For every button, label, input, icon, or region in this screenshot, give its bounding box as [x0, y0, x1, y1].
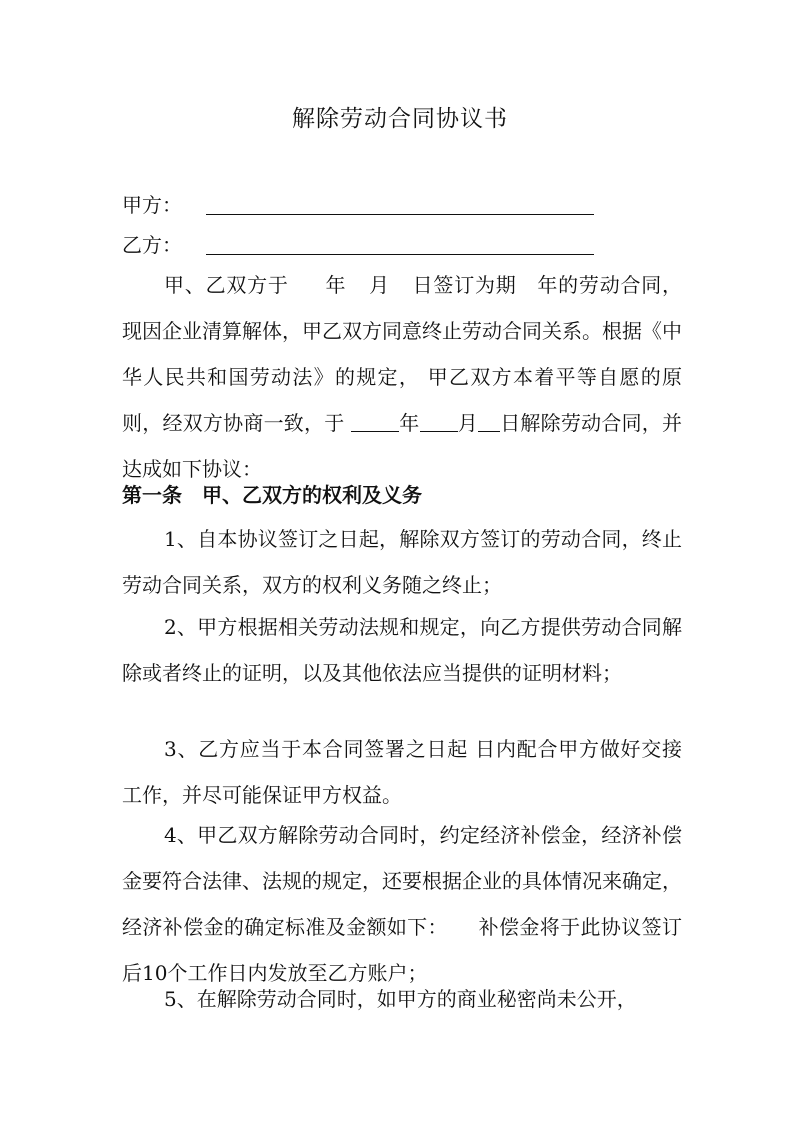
document-title: 解除劳动合同协议书: [292, 106, 508, 132]
item-1: 1、自本协议签订之日起，解除双方签订的劳动合同，终止劳动合同关系，双方的权利义务随之终止；: [122, 527, 682, 597]
intro-month: 月: [368, 273, 390, 297]
intro-text-b: 日签订为期: [411, 273, 517, 297]
item-5: 5、在解除劳动合同时，如甲方的商业秘密尚未公开，: [164, 987, 637, 1011]
blank-day: [478, 411, 500, 432]
intro-text-d: 日解除劳动合同，并达成如下协议：: [122, 411, 683, 481]
intro-paragraph: [122, 262, 682, 492]
party-b-row: [122, 230, 682, 260]
party-a-label: 甲方：: [122, 193, 182, 217]
party-b-label: 乙方：: [122, 233, 182, 257]
item-4: 4、甲乙双方解除劳动合同时，约定经济补偿金，经济补偿金要符合法律、法规的规定，还要根据企业的具体情况来确定，经济补偿金的确定标准及金额如下： 补偿金将于此协议签订后10个工作日内发放至乙方账户；: [122, 823, 682, 985]
item-2: 2、甲方根据相关劳动法规和规定，向乙方提供劳动合同解除或者终止的证明，以及其他依法应当提供的证明材料；: [122, 615, 682, 685]
party-a-blank-line: [206, 214, 594, 215]
intro-month2: 月: [457, 411, 478, 435]
blank-month: [420, 411, 458, 432]
blank-year: [351, 411, 399, 432]
intro-text-a: 甲、乙双方于: [164, 273, 289, 297]
party-b-blank-line: [206, 254, 594, 255]
party-a-row: [122, 190, 682, 220]
intro-text-c: 年的劳动合同，现因企业清算解体，甲乙双方同意终止劳动合同关系。根据《中华人民共和国劳动法》的规定， 甲乙双方本着平等自愿的原则，经双方协商一致，于: [122, 273, 683, 435]
intro-year2: 年: [399, 411, 420, 435]
article1-heading: 第一条 甲、乙双方的权利及义务: [122, 483, 422, 507]
intro-year: 年: [324, 273, 347, 297]
item-3: 3、乙方应当于本合同签署之日起 日内配合甲方做好交接工作，并尽可能保证甲方权益。: [122, 737, 682, 807]
